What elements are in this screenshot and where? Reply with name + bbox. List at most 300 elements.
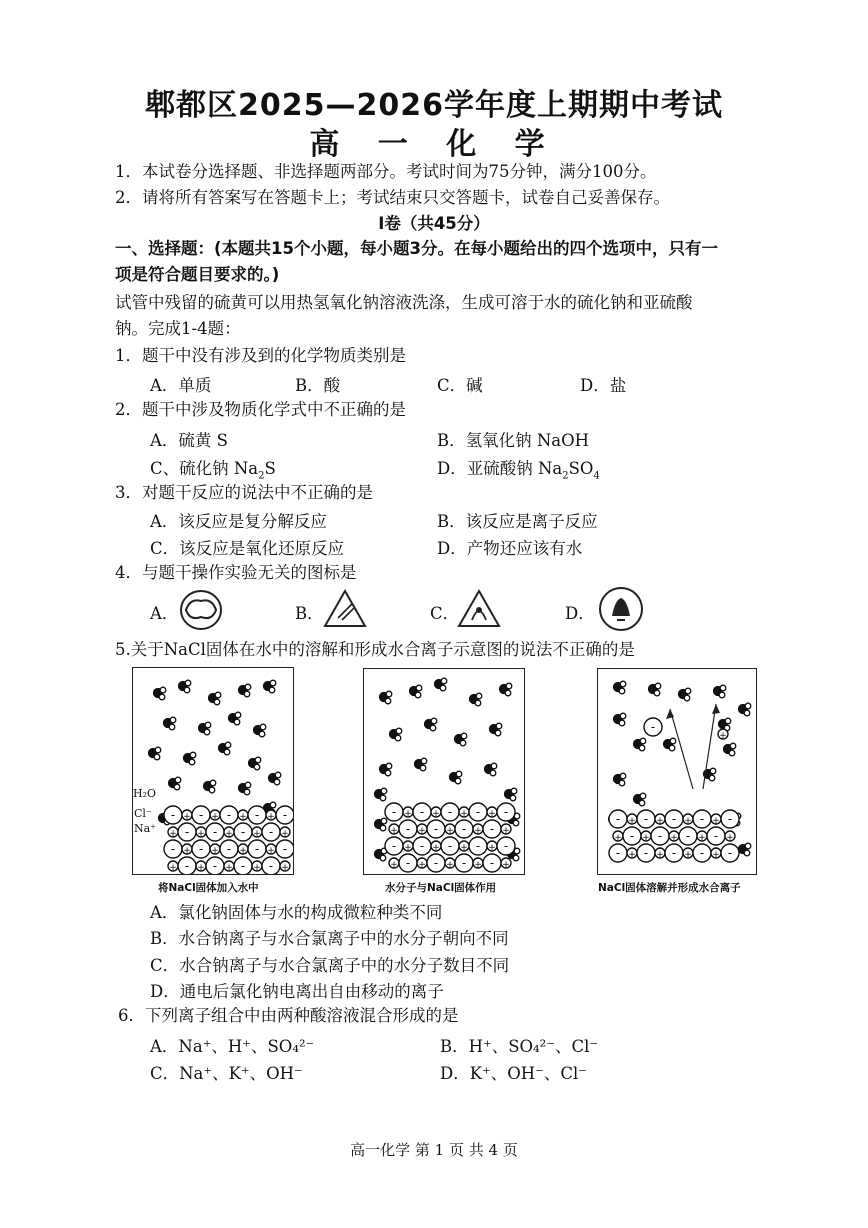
svg-text:+: + <box>432 809 440 819</box>
q5-option-d[interactable]: D．通电后氯化钠电离出自由移动的离子 <box>150 982 444 1001</box>
svg-text:+: + <box>404 843 412 853</box>
sodium-ion <box>501 824 511 836</box>
nacl-diagram-3 <box>597 668 757 875</box>
water-molecule <box>239 684 251 697</box>
q5-text: 5.关于NaCl固体在水中的溶解和形成水合离子示意图的说法不正确的是 <box>115 640 635 659</box>
svg-text:+: + <box>253 829 261 839</box>
svg-text:-: - <box>391 805 397 819</box>
h2o-label: H₂O <box>133 787 157 800</box>
water-molecule <box>209 692 221 705</box>
svg-text:+: + <box>474 826 482 836</box>
sodium-ion <box>711 814 721 826</box>
chloride-ion <box>385 803 403 821</box>
sodium-ion <box>224 827 234 839</box>
chloride-ion <box>609 810 627 828</box>
sodium-ion <box>252 861 262 873</box>
section-heading-line2: 项是符合题目要求的。) <box>115 265 280 284</box>
svg-text:-: - <box>198 842 204 856</box>
svg-text:+: + <box>656 816 664 826</box>
chloride-ion <box>248 806 266 824</box>
chloride-ion <box>497 803 515 821</box>
svg-text:+: + <box>684 850 692 860</box>
chloride-ion <box>413 837 431 855</box>
svg-text:+: + <box>684 816 692 826</box>
nacl-diagram-1 <box>132 667 294 875</box>
water-molecule <box>229 712 241 725</box>
water-molecule <box>614 713 626 726</box>
q3-text: 3．对题干反应的说法中不正确的是 <box>115 483 373 502</box>
svg-text:-: - <box>240 859 246 873</box>
chloride-ion <box>192 840 210 858</box>
chloride-ion <box>721 810 739 828</box>
svg-text:-: - <box>671 812 677 826</box>
svg-text:-: - <box>170 808 176 822</box>
cl-label: Cl⁻ <box>134 807 152 820</box>
svg-text:-: - <box>727 812 733 826</box>
q2-text: 2．题干中涉及物质化学式中不正确的是 <box>115 400 406 419</box>
svg-text:+: + <box>460 809 468 819</box>
svg-text:+: + <box>712 816 720 826</box>
svg-text:-: - <box>212 859 218 873</box>
q2-option-c[interactable] <box>150 455 276 481</box>
diagram-1-caption: 将NaCl固体加入水中 <box>158 882 259 894</box>
water-molecule <box>470 693 482 706</box>
sodium-ion <box>182 844 192 856</box>
svg-text:+: + <box>390 826 398 836</box>
svg-text:+: + <box>502 826 510 836</box>
chloride-ion <box>707 827 725 845</box>
sodium-ion <box>403 807 413 819</box>
water-molecule <box>179 680 191 693</box>
chloride-ion <box>693 810 711 828</box>
svg-text:-: - <box>615 846 621 860</box>
svg-text:+: + <box>628 816 636 826</box>
svg-text:-: - <box>643 846 649 860</box>
svg-text:-: - <box>282 842 288 856</box>
q3-option-a[interactable]: A．该反应是复分解反应 <box>150 512 327 531</box>
water-molecule <box>679 688 691 701</box>
chloride-ion <box>665 844 683 862</box>
sodium-ion <box>431 807 441 819</box>
water-molecule <box>375 848 387 861</box>
svg-text:+: + <box>253 863 261 873</box>
sodium-ion <box>280 861 290 873</box>
svg-text:-: - <box>170 842 176 856</box>
sodium-ion <box>431 841 441 853</box>
chloride-ion <box>178 823 196 841</box>
svg-text:-: - <box>475 839 481 853</box>
q1-option-c[interactable]: C．碱 <box>437 376 483 395</box>
chloride-ion <box>637 810 655 828</box>
sodium-ion <box>459 841 469 853</box>
chloride-ion <box>206 857 224 875</box>
water-molecule <box>505 788 517 801</box>
stem-line1: 试管中残留的硫黄可以用热氢氧化钠溶液洗涤，生成可溶于水的硫化钠和亚硫酸 <box>115 293 693 312</box>
water-molecule <box>614 681 626 694</box>
svg-text:+: + <box>698 833 706 843</box>
water-molecule <box>724 743 736 756</box>
q3-option-b[interactable]: B．该反应是离子反应 <box>437 512 598 531</box>
svg-text:+: + <box>502 860 510 870</box>
sodium-ion <box>210 810 220 822</box>
water-molecule <box>485 763 497 776</box>
svg-text:-: - <box>268 825 274 839</box>
chloride-ion <box>693 844 711 862</box>
chloride-ion <box>427 854 445 872</box>
chloride-ion <box>665 810 683 828</box>
svg-text:-: - <box>503 839 509 853</box>
water-molecule <box>410 685 422 698</box>
sodium-ion <box>669 831 679 843</box>
sodium-ion <box>168 861 178 873</box>
svg-text:-: - <box>671 846 677 860</box>
sodium-ion <box>613 831 623 843</box>
svg-text:+: + <box>169 863 177 873</box>
water-molecule <box>425 718 437 731</box>
na-label: Na⁺ <box>134 822 156 835</box>
chloride-ion <box>497 837 515 855</box>
water-molecule <box>649 683 661 696</box>
water-molecule <box>164 717 176 730</box>
svg-text:+: + <box>446 826 454 836</box>
svg-text:-: - <box>699 812 705 826</box>
diagram-3-caption: NaCl固体溶解并形成水合离子 <box>598 882 741 894</box>
water-molecule <box>634 738 646 751</box>
sodium-ion <box>224 861 234 873</box>
svg-text:+: + <box>460 843 468 853</box>
q6-option-d[interactable]: D．K⁺、OH⁻、Cl⁻ <box>440 1064 588 1083</box>
diagram-2-caption: 水分子与NaCl固体作用 <box>385 882 497 894</box>
q6-option-a[interactable]: A．Na⁺、H⁺、SO₄²⁻ <box>150 1037 315 1056</box>
sodium-ion <box>210 844 220 856</box>
subject-title: 高 一 化 学 <box>309 127 559 162</box>
sodium-ion <box>487 807 497 819</box>
chloride-ion <box>644 718 662 736</box>
sodium-ion <box>280 827 290 839</box>
chloride-ion <box>469 837 487 855</box>
chloride-ion <box>483 820 501 838</box>
water-molecule <box>450 771 462 784</box>
svg-text:-: - <box>184 859 190 873</box>
q1-option-a[interactable]: A．单质 <box>150 376 212 395</box>
q5-option-a[interactable]: A．氯化钠固体与水的构成微粒种类不同 <box>150 903 443 922</box>
sodium-ion <box>266 844 276 856</box>
water-molecule <box>634 793 646 806</box>
water-molecule <box>739 703 751 716</box>
svg-text:-: - <box>254 842 260 856</box>
q6-option-c[interactable]: C．Na⁺、K⁺、OH⁻ <box>150 1064 303 1083</box>
chloride-ion <box>206 823 224 841</box>
water-molecule <box>169 777 181 790</box>
water-molecule <box>249 757 261 770</box>
sodium-ion <box>501 858 511 870</box>
water-molecule <box>219 742 231 755</box>
water-molecule <box>435 678 447 691</box>
sodium-ion <box>683 814 693 826</box>
sodium-ion <box>389 824 399 836</box>
svg-text:+: + <box>183 812 191 822</box>
svg-text:-: - <box>268 859 274 873</box>
chloride-ion <box>399 854 417 872</box>
chloride-ion <box>178 857 196 875</box>
sodium-ion <box>168 827 178 839</box>
sodium-ion <box>417 824 427 836</box>
chloride-ion <box>469 803 487 821</box>
svg-text:-: - <box>240 825 246 839</box>
q2-option-d-subscript2: 4 <box>593 470 600 482</box>
chloride-ion <box>455 854 473 872</box>
sodium-ion <box>445 858 455 870</box>
svg-text:+: + <box>656 850 664 860</box>
chloride-ion <box>483 854 501 872</box>
q1-option-b[interactable]: B．酸 <box>295 376 341 395</box>
svg-text:-: - <box>405 822 411 836</box>
svg-text:+: + <box>404 809 412 819</box>
chloride-ion <box>441 803 459 821</box>
svg-text:-: - <box>433 822 439 836</box>
svg-text:-: - <box>226 842 232 856</box>
svg-text:+: + <box>670 833 678 843</box>
chloride-ion <box>441 837 459 855</box>
water-molecule <box>254 724 266 737</box>
sodium-ion <box>697 831 707 843</box>
svg-text:+: + <box>642 833 650 843</box>
svg-text:+: + <box>225 863 233 873</box>
svg-text:-: - <box>489 856 495 870</box>
svg-text:+: + <box>197 863 205 873</box>
nacl-diagram-2 <box>363 668 525 875</box>
water-molecule <box>149 747 161 760</box>
svg-text:-: - <box>461 822 467 836</box>
sodium-ion <box>238 810 248 822</box>
q2-option-b[interactable]: B．氢氧化钠 NaOH <box>437 431 590 450</box>
svg-text:+: + <box>418 860 426 870</box>
water-molecule <box>390 728 402 741</box>
svg-text:-: - <box>503 805 509 819</box>
svg-text:-: - <box>433 856 439 870</box>
water-molecule <box>714 685 726 698</box>
water-molecule <box>380 691 392 704</box>
sodium-ion <box>266 810 276 822</box>
q3-option-c[interactable]: C．该反应是氧化还原反应 <box>150 539 345 558</box>
svg-text:-: - <box>727 846 733 860</box>
sodium-ion <box>473 858 483 870</box>
svg-text:+: + <box>418 826 426 836</box>
q5-option-b[interactable]: B．水合钠离子与水合氯离子中的水分子朝向不同 <box>150 929 509 948</box>
svg-text:-: - <box>419 805 425 819</box>
svg-text:-: - <box>226 808 232 822</box>
goggles-icon <box>178 588 224 632</box>
svg-text:-: - <box>643 812 649 826</box>
sodium-ion <box>445 824 455 836</box>
chloride-ion <box>192 806 210 824</box>
svg-text:-: - <box>713 829 719 843</box>
chloride-ion <box>262 857 280 875</box>
note-1: 1．本试卷分选择题、非选择题两部分。考试时间为75分钟，满分100分。 <box>115 162 657 181</box>
q4-option-c-label[interactable]: C． <box>430 604 460 623</box>
svg-text:+: + <box>197 829 205 839</box>
svg-text:+: + <box>446 860 454 870</box>
svg-text:+: + <box>267 812 275 822</box>
q2-option-c-tail: S <box>264 459 276 478</box>
q4-text: 4．与题干操作实验无关的图标是 <box>115 563 357 582</box>
water-molecule <box>380 763 392 776</box>
stem-line2: 钠。完成1-4题： <box>115 319 241 338</box>
svg-text:-: - <box>391 839 397 853</box>
svg-text:+: + <box>488 809 496 819</box>
svg-text:-: - <box>629 829 635 843</box>
water-molecule <box>500 683 512 696</box>
water-molecule <box>614 773 626 786</box>
hot-surface-icon <box>322 588 368 630</box>
chloride-ion <box>220 806 238 824</box>
q1-option-d[interactable]: D．盐 <box>580 376 627 395</box>
water-molecule <box>239 782 251 795</box>
chloride-ion <box>276 840 294 858</box>
svg-text:+: + <box>183 846 191 856</box>
svg-text:+: + <box>628 850 636 860</box>
water-molecule <box>154 687 166 700</box>
water-molecule <box>490 723 502 736</box>
sodium-ion <box>473 824 483 836</box>
chloride-ion <box>427 820 445 838</box>
chloride-ion <box>262 823 280 841</box>
svg-text:+: + <box>712 850 720 860</box>
sodium-ion <box>238 844 248 856</box>
svg-text:+: + <box>211 846 219 856</box>
water-molecule <box>375 818 387 831</box>
svg-text:-: - <box>198 808 204 822</box>
sodium-ion <box>417 858 427 870</box>
chloride-ion <box>248 840 266 858</box>
q2-option-d-mid: SO <box>568 459 594 478</box>
chloride-ion <box>164 840 182 858</box>
q2-option-c-label: C、硫化钠 Na <box>150 459 259 478</box>
chloride-ion <box>164 806 182 824</box>
svg-text:+: + <box>281 863 289 873</box>
svg-text:+: + <box>239 846 247 856</box>
svg-text:+: + <box>239 812 247 822</box>
q3-option-d[interactable]: D．产物还应该有水 <box>437 539 583 558</box>
water-molecule <box>739 843 751 856</box>
q6-text: 6．下列离子组合中由两种酸溶液混合形成的是 <box>118 1006 459 1025</box>
svg-text:+: + <box>225 829 233 839</box>
chloride-ion <box>220 840 238 858</box>
water-molecule <box>264 680 276 693</box>
water-molecule <box>664 738 676 751</box>
sodium-ion <box>711 848 721 860</box>
sodium-ion <box>182 810 192 822</box>
water-molecule <box>455 733 467 746</box>
q1-text: 1．题干中没有涉及到的化学物质类别是 <box>115 346 406 365</box>
chloride-ion <box>234 823 252 841</box>
svg-text:-: - <box>184 825 190 839</box>
sodium-ion <box>655 848 665 860</box>
sodium-ion <box>487 841 497 853</box>
water-molecule <box>375 788 387 801</box>
svg-text:+: + <box>488 843 496 853</box>
svg-text:-: - <box>461 856 467 870</box>
svg-text:-: - <box>447 805 453 819</box>
svg-text:-: - <box>699 846 705 860</box>
page-footer: 高一化学 第 1 页 共 4 页 <box>350 1141 518 1159</box>
chloride-ion <box>276 806 294 824</box>
hand-washing-icon <box>597 586 645 632</box>
svg-text:-: - <box>405 856 411 870</box>
sodium-ion <box>196 861 206 873</box>
section-title: Ⅰ卷（共45分） <box>378 214 490 233</box>
chloride-ion <box>455 820 473 838</box>
svg-text:-: - <box>685 829 691 843</box>
q4-option-a-label[interactable]: A． <box>150 604 179 623</box>
chloride-ion <box>623 827 641 845</box>
chloride-ion <box>234 857 252 875</box>
sodium-ion <box>403 841 413 853</box>
water-molecule <box>204 780 216 793</box>
svg-text:+: + <box>267 846 275 856</box>
sodium-ion <box>252 827 262 839</box>
svg-text:-: - <box>419 839 425 853</box>
svg-text:+: + <box>211 812 219 822</box>
q2-option-a[interactable]: A．硫黄 S <box>150 431 228 450</box>
sodium-ion <box>655 814 665 826</box>
sodium-ion <box>389 858 399 870</box>
chloride-ion <box>637 844 655 862</box>
sodium-ion <box>627 848 637 860</box>
svg-text:+: + <box>614 833 622 843</box>
chloride-ion <box>385 837 403 855</box>
q2-option-d-subscript: 2 <box>562 470 569 482</box>
svg-text:-: - <box>657 829 663 843</box>
sodium-ion <box>683 848 693 860</box>
water-molecule <box>184 752 196 765</box>
svg-text:+: + <box>719 731 727 741</box>
chloride-ion <box>399 820 417 838</box>
chloride-ion <box>679 827 697 845</box>
svg-text:-: - <box>212 825 218 839</box>
water-molecule <box>199 722 211 735</box>
svg-text:+: + <box>281 829 289 839</box>
chloride-ion <box>609 844 627 862</box>
svg-text:-: - <box>282 808 288 822</box>
svg-text:-: - <box>447 839 453 853</box>
svg-text:-: - <box>489 822 495 836</box>
heating-icon <box>455 588 503 630</box>
svg-text:+: + <box>169 829 177 839</box>
q2-option-d-label: D．亚硫酸钠 Na <box>437 459 563 478</box>
q2-option-d[interactable] <box>437 455 600 481</box>
water-molecule <box>415 758 427 771</box>
sodium-ion <box>196 827 206 839</box>
q6-option-b[interactable]: B．H⁺、SO₄²⁻、Cl⁻ <box>440 1037 599 1056</box>
sodium-ion <box>459 807 469 819</box>
svg-text:-: - <box>475 805 481 819</box>
q2-option-c-subscript: 2 <box>258 470 265 482</box>
chloride-ion <box>651 827 669 845</box>
svg-text:+: + <box>726 833 734 843</box>
q4-option-b-label[interactable]: B． <box>295 604 324 623</box>
note-2: 2．请将所有答案写在答题卡上；考试结束只交答题卡，试卷自己妥善保存。 <box>115 188 670 207</box>
q4-option-d-label[interactable]: D． <box>565 604 595 623</box>
chloride-ion <box>721 844 739 862</box>
exam-title: 郫都区2025—2026学年度上期期中考试 <box>145 88 723 123</box>
section-heading-line1: 一、选择题：(本题共15个小题，每小题3分。在每小题给出的四个选项中，只有一 <box>115 239 718 258</box>
q5-option-c[interactable]: C．水合钠离子与水合氯离子中的水分子数目不同 <box>150 956 510 975</box>
sodium-ion <box>641 831 651 843</box>
water-molecule <box>269 772 281 785</box>
sodium-ion <box>718 729 728 741</box>
svg-text:-: - <box>615 812 621 826</box>
